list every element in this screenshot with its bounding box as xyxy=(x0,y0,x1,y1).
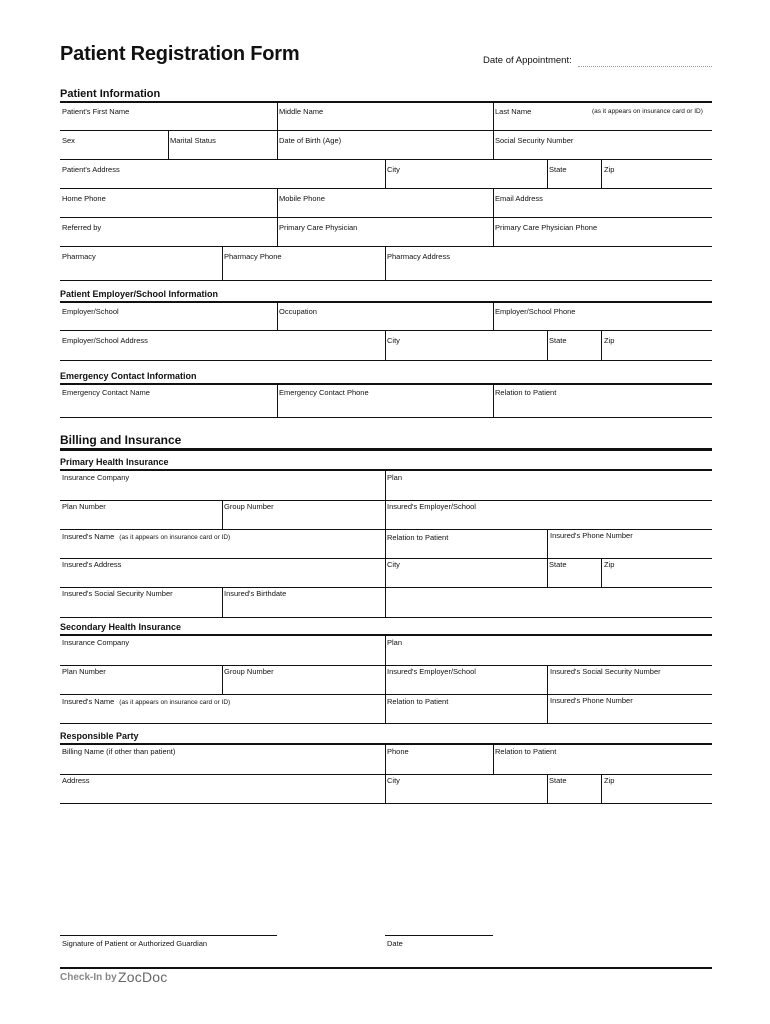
section-employer-school: Patient Employer/School Information xyxy=(60,289,219,299)
dob-field[interactable] xyxy=(278,131,493,159)
state-field[interactable] xyxy=(548,160,601,188)
ssn-field[interactable] xyxy=(494,131,712,159)
responsible-relation-label: Relation to Patient xyxy=(495,747,557,756)
primary-insured-phone-field[interactable] xyxy=(548,530,712,558)
secondary-plan-number-field[interactable] xyxy=(60,666,222,694)
secondary-plan-number-label: Plan Number xyxy=(62,667,106,676)
address-label: Patient's Address xyxy=(62,165,120,174)
section-secondary-insurance: Secondary Health Insurance xyxy=(60,622,182,632)
employer-address-label: Employer/School Address xyxy=(62,336,148,345)
pharmacy-address-label: Pharmacy Address xyxy=(387,252,450,261)
employer-zip-label: Zip xyxy=(604,336,615,345)
primary-insured-phone-label: Insured's Phone Number xyxy=(550,531,633,540)
employer-phone-field[interactable] xyxy=(494,303,712,330)
secondary-insured-employer-label: Insured's Employer/School xyxy=(387,667,476,676)
email-field[interactable] xyxy=(494,189,712,217)
marital-status-field[interactable] xyxy=(169,131,277,159)
emergency-name-field[interactable] xyxy=(60,385,277,417)
referred-by-field[interactable] xyxy=(60,218,277,246)
secondary-insured-phone-label: Insured's Phone Number xyxy=(550,696,633,705)
secondary-insured-ssn-field[interactable] xyxy=(548,666,712,694)
secondary-insured-name-note: (as it appears on insurance card or ID) xyxy=(119,699,231,706)
divider xyxy=(385,588,386,617)
responsible-phone-field[interactable] xyxy=(386,745,493,774)
responsible-address-field[interactable] xyxy=(60,775,385,803)
responsible-relation-field[interactable] xyxy=(494,745,712,774)
primary-insured-birthdate-field[interactable] xyxy=(223,588,385,617)
appointment-date-field[interactable] xyxy=(578,66,712,67)
secondary-plan-field[interactable] xyxy=(386,636,712,665)
appointment-date-label: Date of Appointment: xyxy=(483,55,572,66)
secondary-group-number-label: Group Number xyxy=(224,667,274,676)
last-name-label: Last Name xyxy=(495,107,532,116)
primary-insured-birthdate-label: Insured's Birthdate xyxy=(224,589,287,598)
primary-insured-name-note: (as it appears on insurance card or ID) xyxy=(119,534,231,541)
responsible-address-label: Address xyxy=(62,776,90,785)
pharmacy-phone-label: Pharmacy Phone xyxy=(224,252,282,261)
emergency-name-label: Emergency Contact Name xyxy=(62,388,150,397)
secondary-relation-field[interactable] xyxy=(386,695,547,723)
responsible-city-label: City xyxy=(387,776,400,785)
middle-name-label: Middle Name xyxy=(279,107,324,116)
address-field[interactable] xyxy=(60,160,385,188)
secondary-insured-ssn-label: Insured's Social Security Number xyxy=(550,667,661,676)
employer-address-field[interactable] xyxy=(60,331,385,360)
primary-plan-field[interactable] xyxy=(386,471,712,500)
city-label: City xyxy=(387,165,400,174)
divider xyxy=(60,280,712,281)
occupation-field[interactable] xyxy=(278,303,493,330)
city-field[interactable] xyxy=(386,160,547,188)
responsible-state-field[interactable] xyxy=(548,775,601,803)
middle-name-field[interactable] xyxy=(278,103,493,130)
divider xyxy=(60,360,712,361)
pharmacy-label: Pharmacy xyxy=(62,252,96,261)
last-name-field[interactable] xyxy=(494,103,712,130)
signature-line[interactable] xyxy=(60,935,277,936)
primary-city-field[interactable] xyxy=(386,559,547,587)
last-name-note: (as it appears on insurance card or ID) xyxy=(592,108,703,115)
zip-label: Zip xyxy=(604,165,615,174)
primary-insured-employer-label: Insured's Employer/School xyxy=(387,502,476,511)
responsible-state-label: State xyxy=(549,776,567,785)
pcp-phone-field[interactable] xyxy=(494,218,712,246)
primary-insured-name-field[interactable] xyxy=(60,530,385,558)
employer-label: Employer/School xyxy=(62,307,119,316)
first-name-field[interactable] xyxy=(60,103,277,130)
secondary-insured-phone-field[interactable] xyxy=(548,695,712,723)
zocdoc-logo: ZocDoc xyxy=(118,969,168,985)
signature-date-label: Date xyxy=(387,939,403,948)
checkin-label: Check-In by xyxy=(60,972,117,983)
sex-label: Sex xyxy=(62,136,75,145)
emergency-relation-field[interactable] xyxy=(494,385,712,417)
primary-insured-address-field[interactable] xyxy=(60,559,385,587)
billing-name-field[interactable] xyxy=(60,745,385,774)
primary-relation-field[interactable] xyxy=(386,530,547,558)
employer-field[interactable] xyxy=(60,303,277,330)
pharmacy-phone-field[interactable] xyxy=(223,247,385,280)
secondary-insured-name-text: Insured's Name xyxy=(62,697,115,706)
home-phone-label: Home Phone xyxy=(62,194,106,203)
referred-by-label: Referred by xyxy=(62,223,102,232)
primary-city-label: City xyxy=(387,560,400,569)
divider xyxy=(60,803,712,804)
primary-zip-label: Zip xyxy=(604,560,615,569)
signature-label: Signature of Patient or Authorized Guardian xyxy=(62,939,208,948)
marital-status-label: Marital Status xyxy=(170,136,216,145)
email-label: Email Address xyxy=(495,194,543,203)
primary-group-number-label: Group Number xyxy=(224,502,274,511)
ssn-label: Social Security Number xyxy=(495,136,574,145)
primary-company-field[interactable] xyxy=(60,471,385,500)
primary-insured-ssn-field[interactable] xyxy=(60,588,222,617)
section-rule xyxy=(60,448,712,451)
occupation-label: Occupation xyxy=(279,307,317,316)
pcp-field[interactable] xyxy=(278,218,493,246)
pharmacy-address-field[interactable] xyxy=(386,247,712,280)
primary-plan-label: Plan xyxy=(387,473,403,482)
primary-plan-number-field[interactable] xyxy=(60,501,222,529)
divider xyxy=(60,617,712,618)
first-name-label: Patient's First Name xyxy=(62,107,130,116)
section-patient-information: Patient Information xyxy=(60,88,161,100)
secondary-relation-label: Relation to Patient xyxy=(387,697,449,706)
mobile-phone-label: Mobile Phone xyxy=(279,194,325,203)
employer-city-label: City xyxy=(387,336,400,345)
mobile-phone-field[interactable] xyxy=(278,189,493,217)
primary-zip-field[interactable] xyxy=(602,559,712,587)
responsible-zip-field[interactable] xyxy=(602,775,712,803)
primary-insured-address-label: Insured's Address xyxy=(62,560,122,569)
dob-label: Date of Birth (Age) xyxy=(279,136,342,145)
employer-city-field[interactable] xyxy=(386,331,547,360)
section-responsible-party: Responsible Party xyxy=(60,731,139,741)
section-primary-insurance: Primary Health Insurance xyxy=(60,457,169,467)
responsible-zip-label: Zip xyxy=(604,776,615,785)
primary-state-label: State xyxy=(549,560,567,569)
employer-phone-label: Employer/School Phone xyxy=(495,307,576,316)
employer-zip-field[interactable] xyxy=(602,331,712,360)
section-billing-insurance: Billing and Insurance xyxy=(60,433,182,447)
primary-state-field[interactable] xyxy=(548,559,601,587)
state-label: State xyxy=(549,165,567,174)
secondary-company-field[interactable] xyxy=(60,636,385,665)
divider xyxy=(60,417,712,418)
secondary-insured-name-field[interactable] xyxy=(60,695,385,723)
primary-group-number-field[interactable] xyxy=(223,501,385,529)
secondary-company-label: Insurance Company xyxy=(62,638,130,647)
page-title: Patient Registration Form xyxy=(60,43,300,65)
home-phone-field[interactable] xyxy=(60,189,277,217)
signature-date-line[interactable] xyxy=(385,935,493,936)
secondary-group-number-field[interactable] xyxy=(223,666,385,694)
primary-relation-label: Relation to Patient xyxy=(387,533,449,542)
employer-state-label: State xyxy=(549,336,567,345)
primary-insured-ssn-label: Insured's Social Security Number xyxy=(62,589,173,598)
emergency-relation-label: Relation to Patient xyxy=(495,388,557,397)
divider xyxy=(60,723,712,724)
sex-field[interactable] xyxy=(60,131,168,159)
primary-insured-name-text: Insured's Name xyxy=(62,532,115,541)
employer-state-field[interactable] xyxy=(548,331,601,360)
pcp-label: Primary Care Physician xyxy=(279,223,358,232)
primary-plan-number-label: Plan Number xyxy=(62,502,106,511)
zip-field[interactable] xyxy=(602,160,712,188)
responsible-phone-label: Phone xyxy=(387,747,409,756)
secondary-insured-employer-field[interactable] xyxy=(386,666,547,694)
billing-name-label: Billing Name (if other than patient) xyxy=(62,747,176,756)
emergency-phone-field[interactable] xyxy=(278,385,493,417)
pharmacy-field[interactable] xyxy=(60,247,222,280)
primary-insured-employer-field[interactable] xyxy=(386,501,712,529)
pcp-phone-label: Primary Care Physician Phone xyxy=(495,223,598,232)
primary-company-label: Insurance Company xyxy=(62,473,130,482)
emergency-phone-label: Emergency Contact Phone xyxy=(279,388,369,397)
secondary-plan-label: Plan xyxy=(387,638,403,647)
responsible-city-field[interactable] xyxy=(386,775,547,803)
section-emergency-contact: Emergency Contact Information xyxy=(60,371,197,381)
